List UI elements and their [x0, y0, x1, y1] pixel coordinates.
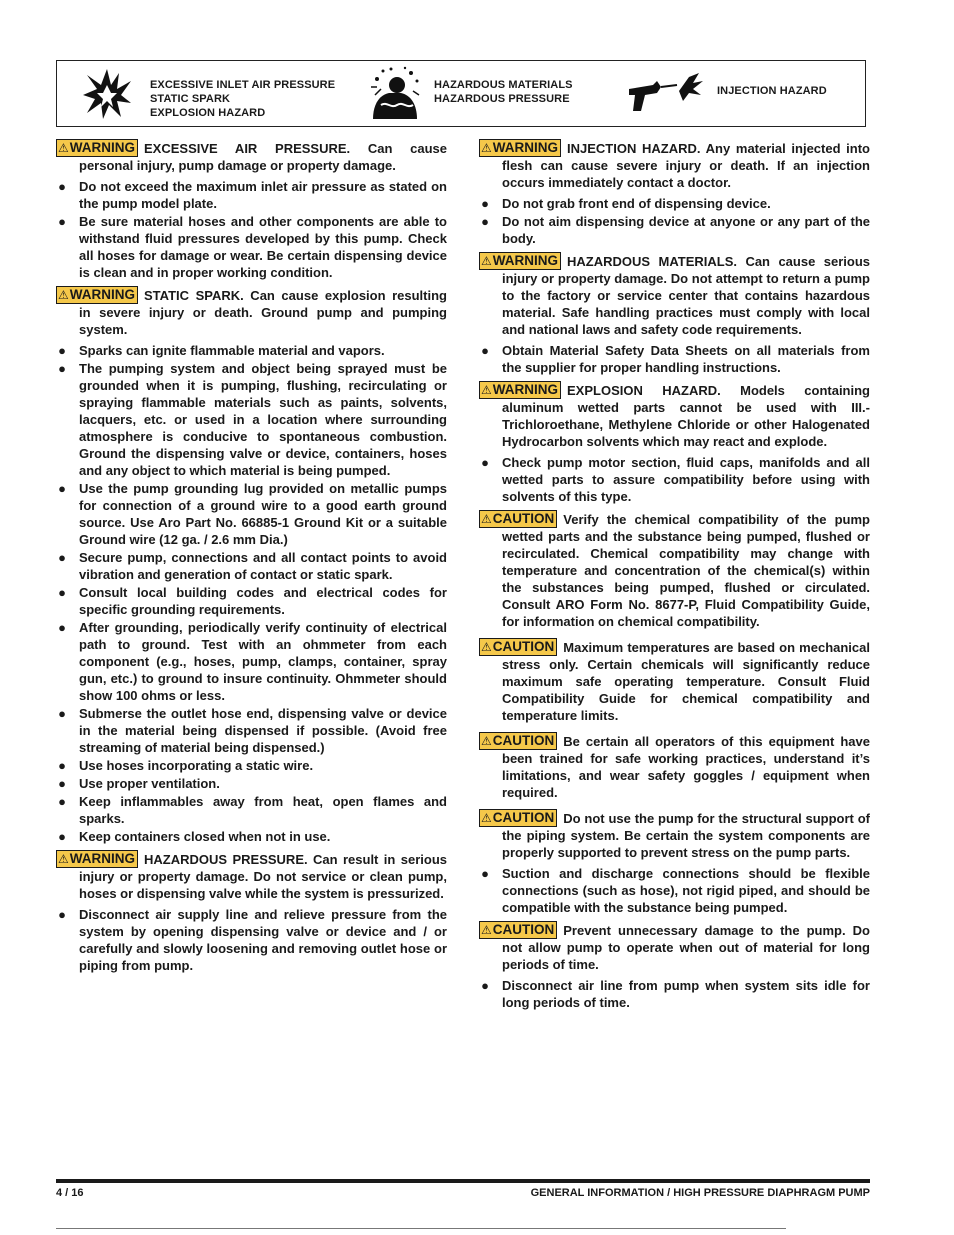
right-column: [479, 139, 870, 1012]
caution-badge: ⚠CAUTION: [479, 510, 557, 528]
list-item: ● Use hoses incorporating a static wire.: [58, 758, 314, 773]
warning-triangle-icon: ⚠: [481, 383, 492, 397]
caution-structural-support: ⚠CAUTION Do not use the pump for the structural support of the piping system. Be certain the system components are properly supported to prevent stress on the pump parts.: [481, 810, 870, 860]
warning-triangle-icon: ⚠: [481, 923, 492, 937]
warning-triangle-icon: ⚠: [58, 141, 69, 155]
list-item: ● Sparks can ignite flammable material and vapors.: [58, 343, 385, 358]
list-item: ● Do not grab front end of dispensing device.: [481, 196, 771, 211]
warning-badge: ⚠WARNING: [479, 139, 561, 157]
list-item: ● Disconnect air supply line and relieve pressure from the system by opening dispensing valve or device and / or carefully and slowly loosening and removing outlet hose or piping from pump.: [58, 907, 447, 973]
list-item: ● After grounding, periodically verify continuity of electrical path to ground. Test with an ohmmeter from each component (e.g., hoses, pump, clamps, container, spray gun, etc.) to ground to insure continuity. Ohmmeter should show 100 ohms or less.: [58, 620, 447, 703]
warning-injection-hazard: ⚠WARNING INJECTION HAZARD. Any material injected into flesh can cause severe injury or death. If an injection occurs immediately contact a doctor.: [481, 140, 870, 190]
list-item: ● Keep containers closed when not in use.: [58, 829, 331, 844]
list-item: ● Keep inflammables away from heat, open flames and sparks.: [58, 794, 447, 826]
caution-badge: ⚠CAUTION: [479, 921, 557, 939]
warning-badge: ⚠WARNING: [479, 381, 561, 399]
warning-badge: ⚠WARNING: [479, 252, 561, 270]
caution-badge: ⚠CAUTION: [479, 732, 557, 750]
list-item: ● Be sure material hoses and other components are able to withstand fluid pressures developed by this pump. Check all hoses for damage or wear. Be certain dispensing device is clean and in proper working condition.: [58, 214, 447, 280]
hazard-label-injection: INJECTION HAZARD: [717, 85, 827, 97]
warning-triangle-icon: ⚠: [481, 141, 492, 155]
caution-badge: ⚠CAUTION: [479, 809, 557, 827]
list-item: ● Use proper ventilation.: [58, 776, 220, 791]
warning-excessive-air: ⚠WARNING EXCESSIVE AIR PRESSURE. Can cause personal injury, pump damage or property damage.: [58, 140, 447, 173]
footer-divider: [56, 1179, 870, 1183]
explosion-icon: [81, 67, 133, 121]
warning-badge: ⚠WARNING: [56, 286, 138, 304]
hazardous-materials-icon: [367, 65, 425, 121]
left-column: [56, 139, 447, 975]
warning-triangle-icon: ⚠: [481, 640, 492, 654]
injection-hazard-icon: [627, 71, 705, 115]
list-item: ● The pumping system and object being sprayed must be grounded when it is pumping, flushing, recirculating or spraying flammable materials such as paints, solvents, lacquers, etc. or used in a location where surrounding atmosphere is conducive to spontaneous combustion. Ground the dispensing valve or device, containers, hoses and any object to which material is being pumped.: [58, 361, 447, 478]
warning-triangle-icon: ⚠: [58, 852, 69, 866]
warning-triangle-icon: ⚠: [481, 811, 492, 825]
caution-operator-training: ⚠CAUTION Be certain all operators of this equipment have been trained for safe working practices, understand it’s limitations, and wear safety goggles / equipment when required.: [481, 733, 870, 800]
list-item: ● Submerse the outlet hose end, dispensing valve or device in the material being dispensed if possible. (Avoid free streaming of material being dispensed.): [58, 706, 447, 755]
warning-static-spark: ⚠WARNING STATIC SPARK. Can cause explosion resulting in severe injury or death. Ground pump and pumping system.: [58, 287, 447, 337]
bottom-divider: [56, 1228, 786, 1229]
warning-triangle-icon: ⚠: [481, 254, 492, 268]
warning-triangle-icon: ⚠: [481, 734, 492, 748]
warning-triangle-icon: ⚠: [58, 288, 69, 302]
list-item: ● Use the pump grounding lug provided on metallic pumps for connection of a ground wire to a good earth ground source. Use Aro Part No. 66885-1 Ground Kit or a suitable Ground wire (12 ga. / 2.6 mm Dia.): [58, 481, 447, 547]
list-item: ● Suction and discharge connections should be flexible connections (such as hose), not rigid piped, and should be compatible with the substance being pumped.: [481, 866, 870, 915]
page-number: 4 / 16: [56, 1187, 84, 1199]
list-item: ● Consult local building codes and electrical codes for specific grounding requirements.: [58, 585, 447, 617]
warning-triangle-icon: ⚠: [481, 512, 492, 526]
list-item: ● Do not exceed the maximum inlet air pressure as stated on the pump model plate.: [58, 179, 447, 211]
warning-badge: ⚠WARNING: [56, 139, 138, 157]
warning-badge: ⚠WARNING: [56, 850, 138, 868]
warning-hazardous-materials: ⚠WARNING HAZARDOUS MATERIALS. Can cause serious injury or property damage. Do not attempt to return a pump to the factory or service center that contains hazardous material. Safe handling practices must comply with local and national laws and safety code requirements.: [481, 253, 870, 337]
warning-explosion-hazard: ⚠WARNING EXPLOSION HAZARD. Models containing aluminum wetted parts cannot be used with III.-Trichloroethane, Methylene Chloride or other Halogenated Hydrocarbon solvents which may react and explode.: [481, 382, 870, 449]
hazard-label-explosion: EXCESSIVE INLET AIR PRESSURE STATIC SPARK EXPLOSION HAZARD: [150, 79, 336, 119]
list-item: ● Do not aim dispensing device at anyone or any part of the body.: [481, 214, 870, 246]
footer-title: GENERAL INFORMATION / HIGH PRESSURE DIAPHRAGM PUMP: [530, 1187, 870, 1199]
caution-max-temperature: ⚠CAUTION Maximum temperatures are based on mechanical stress only. Certain chemicals will significantly reduce maximum safe operating temperature. Consult Fluid Compatibility Guide for chemical compatibility and temperature limits.: [481, 639, 870, 723]
list-item: ● Check pump motor section, fluid caps, manifolds and all wetted parts to assure compatibility before using with solvents of this type.: [481, 455, 870, 504]
warning-hazardous-pressure: ⚠WARNING HAZARDOUS PRESSURE. Can result in serious injury or property damage. Do not service or clean pump, hoses or dispensing valve while the system is pressurized.: [58, 851, 447, 901]
caution-prevent-damage: ⚠CAUTION Prevent unnecessary damage to the pump. Do not allow pump to operate when out of material for long periods of time.: [481, 922, 870, 972]
caution-chemical-compatibility: ⚠CAUTION Verify the chemical compatibility of the pump wetted parts and the substance being pumped, flushed or recirculated. Chemical compatibility may change with temperature and concentration of the chemical(s) within the substances being pumped, flushed or circulated. Consult ARO Form No. 8677-P, Fluid Compatibility Guide, for information on chemical compatibility.: [481, 511, 870, 629]
list-item: ● Secure pump, connections and all contact points to avoid vibration and generation of contact or static spark.: [58, 550, 447, 582]
caution-badge: ⚠CAUTION: [479, 638, 557, 656]
hazard-label-materials: HAZARDOUS MATERIALS HAZARDOUS PRESSURE: [434, 79, 573, 105]
hazard-header-box: [56, 60, 866, 127]
list-item: ● Disconnect air line from pump when system sits idle for long periods of time.: [481, 978, 870, 1010]
list-item: ● Obtain Material Safety Data Sheets on all materials from the supplier for proper handling instructions.: [481, 343, 870, 375]
